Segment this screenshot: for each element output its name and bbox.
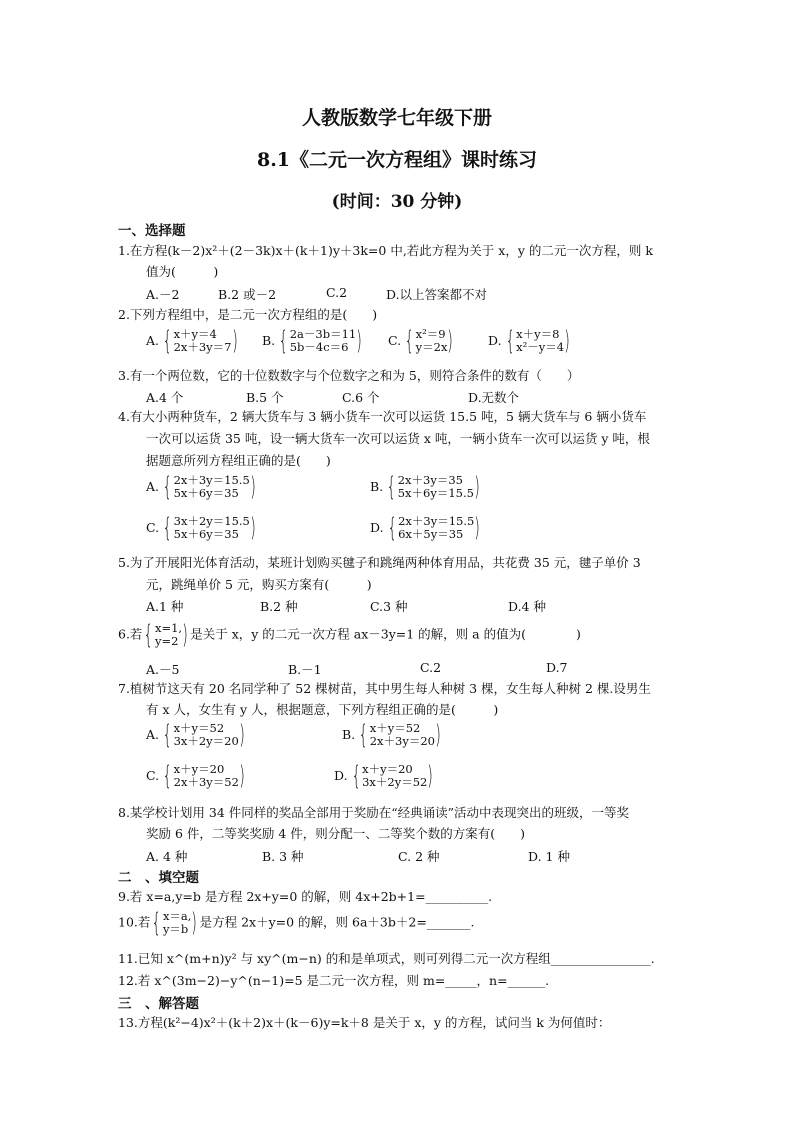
- q1-option-b: B.2 或－2: [218, 287, 277, 302]
- q7-a-eq2: 3x＋2y＝20: [173, 734, 239, 748]
- q10-line: 10.若 { x＝a, y＝b ) 是方程 2x＋y=0 的解，则 6a＋3b＋2=_______.: [118, 908, 475, 938]
- q6-line1: 6.若 { x=1, y=2 ) 是关于 x，y 的二元一次方程 ax－3y=1 的解，则 a 的值为( ): [118, 620, 581, 650]
- q3-line1: 3.有一个两位数，它的十位数数字与个位数字之和为 5，则符合条件的数有（ ）: [118, 368, 580, 383]
- q5-line2: 元，跳绳单价 5 元，购买方案有( ): [146, 577, 372, 592]
- q4-d-eq2: 6x＋5y＝35: [398, 527, 464, 541]
- q4-c-eq1: 3x＋2y＝15.5: [173, 514, 250, 528]
- q8-option-a: A. 4 种: [146, 849, 188, 864]
- q2-d-eq2: x²－y＝4: [516, 340, 565, 354]
- section-choice: 一、选择题: [118, 223, 186, 239]
- q1-option-c: C.2: [326, 285, 348, 300]
- q8-line2: 奖励 6 件，二等奖奖励 4 件，则分配一、二等奖个数的方案有( ): [146, 826, 526, 841]
- q7-c-eq1: x＋y＝20: [173, 762, 225, 776]
- title-main: 人教版数学七年级下册: [301, 107, 492, 129]
- q4-option-b: B. { 2x＋3y＝35 5x＋6y＝15.5 ): [370, 472, 480, 502]
- q6-option-a: A.－5: [146, 662, 180, 677]
- q4-option-d: D. { 2x＋3y＝15.5 6x＋5y＝35 ): [370, 513, 481, 543]
- q8-line1: 8.某学校计划用 34 件同样的奖品全部用于奖励在“经典诵读”活动中表现突出的班级，一等奖: [118, 805, 630, 820]
- q2-a-eq2: 2x＋3y＝7: [173, 340, 232, 354]
- q2-d-eq1: x＋y＝8: [516, 327, 560, 341]
- q4-a-eq2: 5x＋6y＝35: [173, 486, 239, 500]
- q6-eq2: y=2: [154, 634, 179, 648]
- q10-eq2: y＝b: [162, 922, 189, 936]
- q7-d-eq2: 3x＋2y＝52: [362, 775, 428, 789]
- q7-option-c: C. { x＋y＝20 2x＋3y＝52 ): [146, 761, 245, 791]
- q1-line1: 1.在方程(k－2)x²＋(2－3k)x＋(k＋1)y＋3k=0 中,若此方程为关于 x，y 的二元一次方程，则 k: [118, 243, 653, 258]
- q10-suffix: 是方程 2x＋y=0 的解，则 6a＋3b＋2=_______.: [199, 914, 475, 930]
- q1-line2: 值为( ): [146, 264, 219, 279]
- q4-line2: 一次可以运货 35 吨，设一辆大货车一次可以运货 x 吨，一辆小货车一次可以运货 y 吨，根: [146, 431, 650, 446]
- q8-option-c: C. 2 种: [398, 849, 440, 864]
- q12-line: 12.若 x^(3m−2)−y^(n−1)=5 是二元一次方程，则 m=_____，n=______.: [118, 973, 550, 988]
- q1-option-d: D.以上答案都不对: [386, 287, 488, 302]
- q5-line1: 5.为了开展阳光体育活动，某班计划购买毽子和跳绳两种体育用品，共花费 35 元，毽子单价 3: [118, 555, 641, 570]
- q2-line1: 2.下列方程组中，是二元一次方程组的是( ): [118, 307, 378, 322]
- q2-option-c: C. { x²＝9 y＝2x ): [388, 326, 454, 356]
- q2-option-b: B. { 2a－3b＝11 5b－4c＝6 ): [262, 326, 363, 356]
- q2-b-eq2: 5b－4c＝6: [289, 340, 349, 354]
- q3-option-a: A.4 个: [146, 390, 184, 405]
- q7-line1: 7.植树节这天有 20 名同学种了 52 棵树苗，其中男生每人种树 3 棵，女生每人种树 2 棵.设男生: [118, 681, 651, 696]
- q6-option-c: C.2: [420, 660, 442, 675]
- q4-option-c: C. { 3x＋2y＝15.5 5x＋6y＝35 ): [146, 513, 256, 543]
- q7-d-eq1: x＋y＝20: [362, 762, 413, 776]
- q2-c-eq2: y＝2x: [415, 340, 448, 354]
- title-time: (时间：30 分钟): [331, 192, 463, 212]
- q7-c-eq2: 2x＋3y＝52: [173, 775, 239, 789]
- q7-b-eq2: 2x＋3y＝20: [369, 734, 435, 748]
- q7-line2: 有 x 人，女生有 y 人，根据题意，下列方程组正确的是( ): [146, 702, 499, 717]
- q10-eq1: x＝a,: [162, 909, 192, 923]
- q4-a-eq1: 2x＋3y＝15.5: [173, 473, 250, 487]
- q5-option-a: A.1 种: [146, 599, 184, 614]
- q2-b-eq1: 2a－3b＝11: [289, 327, 357, 341]
- q2-c-eq1: x²＝9: [415, 327, 446, 341]
- q4-option-a: A. { 2x＋3y＝15.5 5x＋6y＝35 ): [146, 472, 256, 502]
- q5-option-b: B.2 种: [260, 599, 298, 614]
- q3-option-d: D.无数个: [468, 390, 520, 405]
- q5-option-c: C.3 种: [370, 599, 408, 614]
- q3-option-c: C.6 个: [342, 390, 380, 405]
- section-fill: 二 、填空题: [118, 870, 199, 886]
- q7-a-eq1: x＋y＝52: [173, 721, 225, 735]
- q6-prefix: 6.若: [118, 626, 143, 642]
- q13-line: 13.方程(k²−4)x²＋(k＋2)x＋(k－6)y=k＋8 是关于 x，y 的方程，试问当 k 为何值时：: [118, 1015, 611, 1030]
- q4-c-eq2: 5x＋6y＝35: [173, 527, 239, 541]
- q4-line1: 4.有大小两种货车，2 辆大货车与 3 辆小货车一次可以运货 15.5 吨，5 辆大货车与 6 辆小货车: [118, 409, 647, 424]
- q3-option-b: B.5 个: [246, 390, 284, 405]
- q6-eq1: x=1,: [154, 621, 183, 635]
- q2-a-eq1: x＋y＝4: [173, 327, 217, 341]
- q6-suffix: 是关于 x，y 的二元一次方程 ax－3y=1 的解，则 a 的值为( ): [190, 626, 581, 642]
- q2-option-d: D. { x＋y＝8 x²－y＝4 ): [488, 326, 570, 356]
- q4-d-eq1: 2x＋3y＝15.5: [398, 514, 475, 528]
- q2-option-a: A. { x＋y＝4 2x＋3y＝7 ): [146, 326, 238, 356]
- q7-option-d: D. { x＋y＝20 3x＋2y＝52 ): [334, 761, 434, 791]
- q4-line3: 据题意所列方程组正确的是( ): [146, 453, 331, 468]
- q4-b-eq2: 5x＋6y＝15.5: [397, 486, 474, 500]
- q6-option-d: D.7: [546, 660, 568, 675]
- q1-option-a: A.－2: [146, 287, 180, 302]
- q6-option-b: B.－1: [288, 662, 322, 677]
- q7-option-b: B. { x＋y＝52 2x＋3y＝20 ): [342, 720, 441, 750]
- q10-prefix: 10.若: [118, 914, 151, 930]
- q5-option-d: D.4 种: [508, 599, 546, 614]
- q11-line: 11.已知 x^(m+n)y² 与 xy^(m−n) 的和是单项式，则可列得二元一次方程组________________.: [118, 951, 655, 966]
- q8-option-b: B. 3 种: [262, 849, 304, 864]
- q7-option-a: A. { x＋y＝52 3x＋2y＝20 ): [146, 720, 245, 750]
- q9-line: 9.若 x=a,y=b 是方程 2x+y=0 的解，则 4x+2b+1=__________.: [118, 889, 493, 904]
- q8-option-d: D. 1 种: [528, 849, 570, 864]
- section-answer: 三 、解答题: [118, 996, 199, 1012]
- q4-b-eq1: 2x＋3y＝35: [397, 473, 463, 487]
- q7-b-eq1: x＋y＝52: [369, 721, 421, 735]
- title-sub: 8.1《二元一次方程组》课时练习: [256, 149, 538, 171]
